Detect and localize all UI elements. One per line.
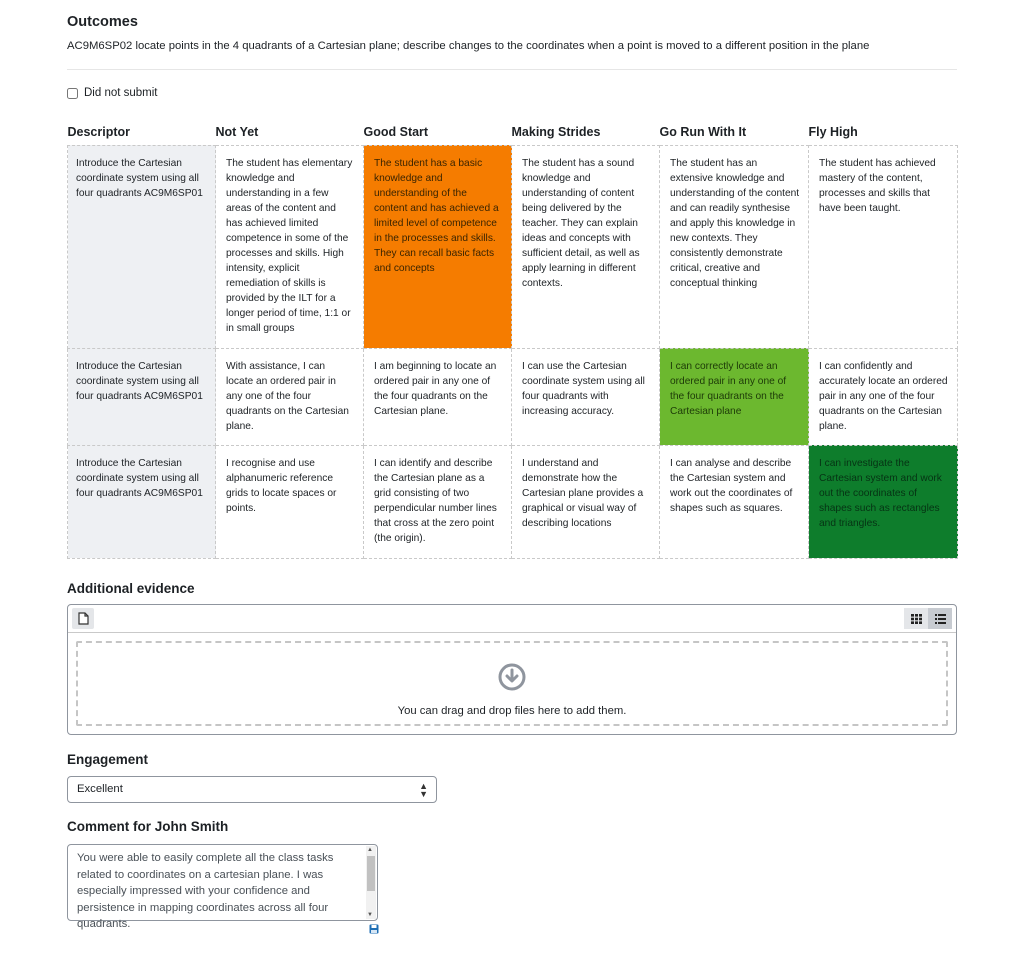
rubric-level-cell[interactable]: With assistance, I can locate an ordered pair in any one of the four quadrants on the Cartesian plane. [216, 348, 364, 445]
rubric-row [68, 445, 958, 558]
did-not-submit-checkbox[interactable] [67, 88, 78, 99]
engagement-selected-value: Excellent [77, 783, 123, 795]
rubric-level-cell[interactable]: I can analyse and describe the Cartesian system and work out the coordinates of shapes such as squares. [660, 445, 809, 558]
rubric-row [68, 348, 958, 445]
rubric-descriptor: Introduce the Cartesian coordinate system using all four quadrants AC9M6SP01 [68, 445, 216, 558]
rubric-header-fly-high: Fly High [808, 124, 858, 139]
rubric-header-row [68, 118, 958, 145]
engagement-select[interactable] [67, 776, 437, 803]
grid-view-icon [911, 614, 922, 624]
view-toggle [904, 608, 952, 629]
add-file-button[interactable] [72, 608, 94, 629]
rubric-level-cell[interactable]: The student has an extensive knowledge and understanding of the content and can readily synthesise and apply this knowledge in new contexts. They consistently demonstrate critical, creative and conceptual thinking [660, 145, 809, 348]
rubric-header-making-strides: Making Strides [511, 124, 601, 139]
file-dropzone[interactable] [76, 641, 948, 726]
rubric-header-go-run-with-it: Go Run With It [659, 124, 747, 139]
comment-heading: Comment for John Smith [67, 819, 229, 834]
rubric-level-cell[interactable]: I can confidently and accurately locate an ordered pair in any one of the four quadrants on the Cartesian plane. [809, 348, 958, 445]
file-picker-toolbar [68, 605, 956, 633]
rubric-header-not-yet: Not Yet [215, 124, 259, 139]
download-circle-icon [498, 663, 526, 691]
rubric-header-descriptor: Descriptor [67, 124, 131, 139]
rubric-level-cell[interactable]: I am beginning to locate an ordered pair in any one of the four quadrants on the Cartesian plane. [364, 348, 512, 445]
grid-view-button[interactable] [904, 608, 928, 629]
rubric-descriptor: Introduce the Cartesian coordinate system using all four quadrants AC9M6SP01 [68, 348, 216, 445]
rubric-level-cell[interactable]: I recognise and use alphanumeric reference grids to locate spaces or points. [216, 445, 364, 558]
rubric-level-cell-selected[interactable]: The student has a basic knowledge and understanding of the content and has achieved a limited level of competence in the processes and skills. They can recall basic facts and concepts [364, 145, 512, 348]
rubric-descriptor: Introduce the Cartesian coordinate system using all four quadrants AC9M6SP01 [68, 145, 216, 348]
did-not-submit-label: Did not submit [84, 87, 158, 99]
comment-scrollbar[interactable] [366, 846, 376, 919]
additional-evidence-heading: Additional evidence [67, 581, 195, 596]
rubric-row [68, 145, 958, 348]
rubric-level-cell-selected[interactable]: I can correctly locate an ordered pair in any one of the four quadrants on the Cartesian plane [660, 348, 809, 445]
comment-text: You were able to easily complete all the class tasks related to coordinates on a cartesian plane. I was especially impressed with your confidence and persistence in mapping coordinates across all four quadrants. [77, 852, 334, 930]
rubric-level-cell[interactable]: The student has achieved mastery of the content, processes and skills that have been taught. [809, 145, 958, 348]
select-caret-icon: ▲ ▼ [419, 781, 428, 799]
comment-textarea[interactable] [67, 844, 378, 930]
rubric-level-cell[interactable]: I can use the Cartesian coordinate system using all four quadrants with increasing accuracy. [512, 348, 660, 445]
engagement-heading: Engagement [67, 752, 149, 767]
list-view-icon [935, 614, 946, 624]
rubric-level-cell[interactable]: The student has elementary knowledge and understanding in a few areas of the content and has achieved limited competence in some of the processes and skills. High intensity, explicit remediation of skills is provided by the ILT for a longer period of time, 1:1 or in small groups [216, 145, 364, 348]
rubric-header-good-start: Good Start [363, 124, 429, 139]
scroll-down-icon[interactable]: ▼ [367, 912, 373, 918]
rubric-level-cell[interactable]: I understand and demonstrate how the Cartesian plane provides a graphical or visual way of describing locations [512, 445, 660, 558]
file-picker [67, 604, 957, 735]
rubric-level-cell-selected[interactable]: I can investigate the Cartesian system and work out the coordinates of shapes such as rectangles and triangles. [809, 445, 958, 558]
file-icon [78, 612, 89, 625]
list-view-button[interactable] [928, 608, 952, 629]
rubric-level-cell[interactable]: I can identify and describe the Cartesian plane as a grid consisting of two perpendicular number lines that cross at the zero point (the origin). [364, 445, 512, 558]
rubric-table [67, 118, 958, 559]
scroll-up-icon[interactable]: ▲ [367, 847, 373, 853]
rubric-level-cell[interactable]: The student has a sound knowledge and understanding of content being delivered by the teacher. They can explain ideas and concepts with sufficient detail, as well as apply learning in different contexts. [512, 145, 660, 348]
did-not-submit[interactable] [67, 87, 158, 99]
scroll-thumb[interactable] [367, 856, 375, 891]
save-icon[interactable] [369, 924, 379, 934]
dropzone-text: You can drag and drop files here to add them. [397, 705, 627, 717]
divider [67, 69, 957, 70]
outcome-description: AC9M6SP02 locate points in the 4 quadrants of a Cartesian plane; describe changes to the coordinates when a point is moved to a different position in the plane [67, 40, 870, 52]
outcomes-heading: Outcomes [67, 14, 138, 30]
